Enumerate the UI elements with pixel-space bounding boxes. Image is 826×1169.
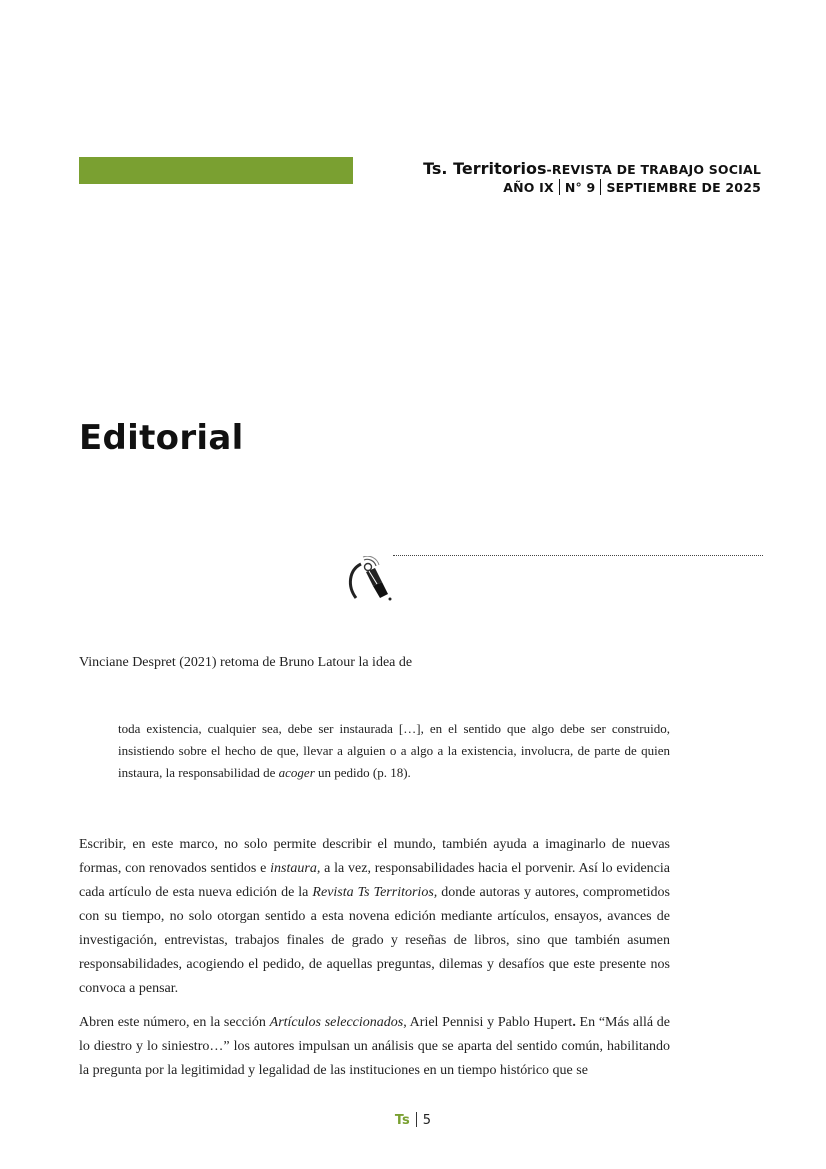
issue-number: N° 9	[564, 180, 596, 195]
para2-text-a: Abren este número, en la sección	[79, 1015, 270, 1030]
page-number: 5	[422, 1113, 432, 1128]
issue-year: AÑO IX	[503, 180, 554, 195]
quote-italic: acoger	[278, 765, 315, 780]
para1-italic-1: instaura,	[270, 861, 321, 876]
issue-date: SEPTIEMBRE DE 2025	[606, 180, 761, 195]
issue-separator	[559, 179, 560, 195]
para1-text-a: Escribir, en este marco, no solo permite describir el mundo, también ayuda a imaginarlo de nuevas formas, con renovados sentidos e	[79, 837, 670, 876]
quote-text: toda existencia, cualquier sea, debe ser instaurada […], en el sentido que algo debe ser construido, insistiendo sobre el hecho de que, llevar a alguien o a algo a la existencia, involucra, de parte de quien instaura, la responsabilidad de	[118, 721, 670, 780]
para1-italic-2: Revista Ts Territorios,	[312, 885, 438, 900]
header-accent-bar	[79, 157, 353, 184]
journal-subtitle: -REVISTA DE TRABAJO SOCIAL	[546, 162, 761, 177]
para2-text-b: , Ariel Pennisi y Pablo Hupert	[403, 1015, 573, 1030]
body-paragraph-2	[79, 1011, 670, 1083]
footer-logo: Ts	[394, 1113, 410, 1128]
quote-text-end: un pedido (p. 18).	[314, 765, 411, 780]
page-title: Editorial	[79, 418, 244, 458]
journal-name: Ts. Territorios	[423, 159, 547, 178]
page-footer	[0, 1112, 826, 1128]
intro-paragraph: Vinciane Despret (2021) retoma de Bruno Latour la idea de	[79, 655, 413, 670]
para2-text-c: En “Más allá de lo diestro y lo siniestro…” los autores impulsan un análisis que se aparta del sentido común, habilitando la pregunta por la legitimidad y legalidad de las instituciones en un tiempo histórico que se	[79, 1015, 670, 1078]
journal-title-line	[423, 160, 761, 179]
para2-bold: .	[572, 1015, 576, 1030]
section-divider	[393, 555, 763, 556]
journal-header	[423, 160, 761, 197]
para2-italic-1: Artículos seleccionados	[269, 1015, 404, 1030]
block-quote	[118, 718, 670, 784]
body-paragraph-1	[79, 833, 670, 1001]
issue-info	[423, 179, 761, 197]
para1-text-b: a la vez, responsabilidades hacia el porvenir. Así lo evidencia cada artículo de esta nueva edición de la	[79, 861, 670, 900]
footer-separator	[416, 1112, 417, 1127]
para1-text-c: donde autoras y autores, comprometidos con su tiempo, no solo otorgan sentido a esta novena edición mediante artículos, ensayos, avances de investigación, entrevistas, trabajos finales de grado y reseñas de libros, sino que también asumen responsabilidades, acogiendo el pedido, de aquellas preguntas, dilemas y desafíos que este presente nos convoca a pensar.	[79, 885, 670, 996]
issue-separator	[600, 179, 601, 195]
pen-nib-icon	[344, 556, 396, 606]
